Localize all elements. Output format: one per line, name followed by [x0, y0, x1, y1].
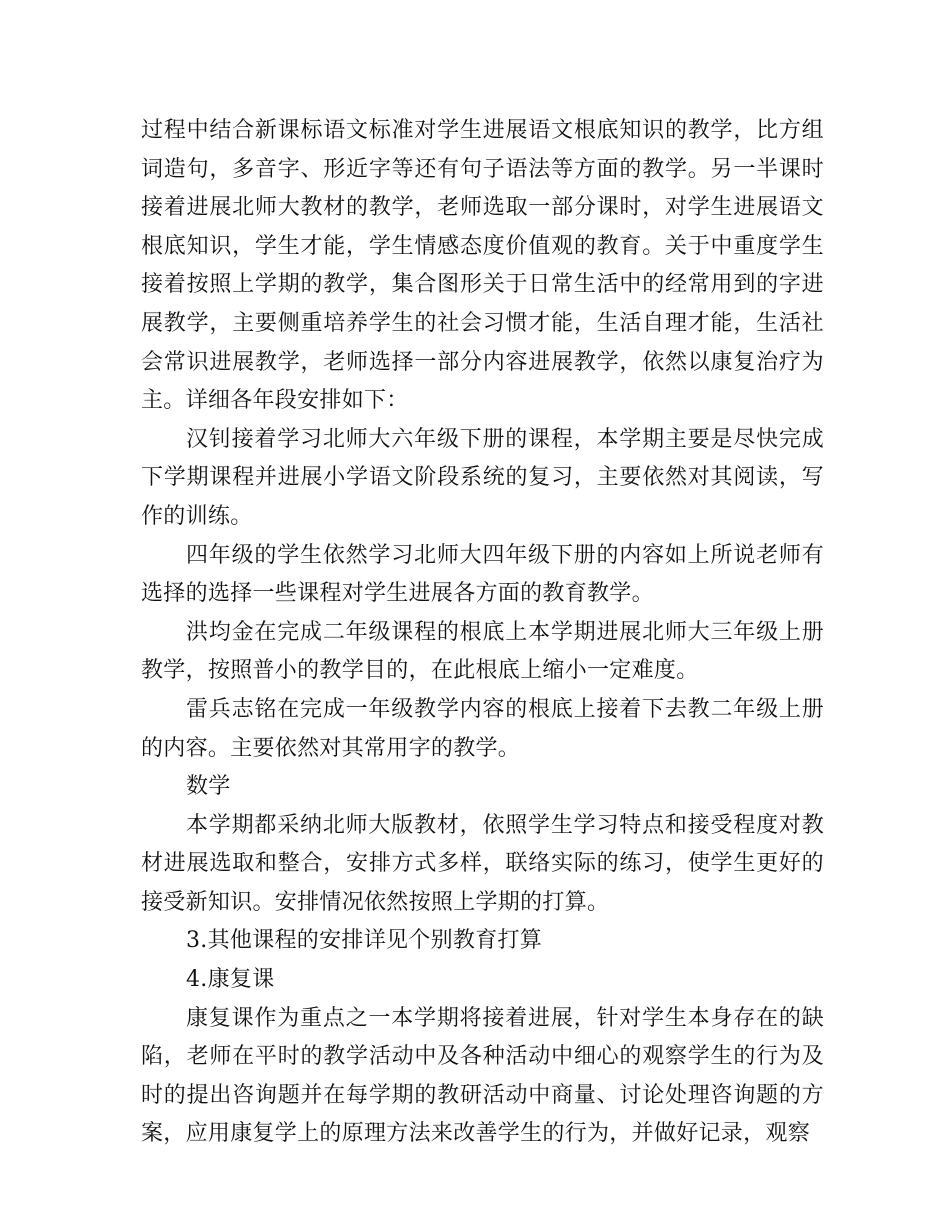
paragraph-hongjunjin-plan: 洪均金在完成二年级课程的根底上本学期进展北师大三年级上册教学，按照普小的教学目的，在此根底上缩小一定难度。: [141, 619, 824, 684]
paragraph-chinese-intro: 过程中结合新课标语文标准对学生进展语文根底知识的教学，比方组词造句，多音字、形近字等还有句子语法等方面的教学。另一半课时接着进展北师大教材的教学，老师选取一部分课时，对学生进展语文根底知识，学生才能，学生情感态度价值观的教育。关于中重度学生接着按照上学期的教学，集合图形关于日常生活中的经常用到的字进展教学，主要侧重培养学生的社会习惯才能，生活自理才能，生活社会常识进展教学，老师选择一部分内容进展教学，依然以康复治疗为主。详细各年段安排如下：: [141, 118, 824, 414]
paragraph-rehab-plan: 康复课作为重点之一本学期将接着进展，针对学生本身存在的缺陷，老师在平时的教学活动中及各种活动中细心的观察学生的行为及时的提出咨询题并在每学期的教研活动中商量、讨论处理咨询题的方案，应用康复学上的原理方法来改善学生的行为，并做好记录，观察: [141, 1005, 824, 1147]
paragraph-hanzhao-plan: 汉钊接着学习北师大六年级下册的课程，本学期主要是尽快完成下学期课程并进展小学语文阶段系统的复习，主要依然对其阅读，写作的训练。: [141, 426, 824, 529]
section-heading-other-courses: 3.其他课程的安排详见个别教育打算: [186, 928, 543, 954]
paragraph-grade-four-plan: 四年级的学生依然学习北师大四年级下册的内容如上所说老师有选择的选择一些课程对学生进展各方面的教育教学。: [141, 542, 824, 607]
paragraph-leibing-plan: 雷兵志铭在完成一年级教学内容的根底上接着下去教二年级上册的内容。主要依然对其常用字的教学。: [141, 696, 824, 761]
section-heading-math: 数学: [186, 774, 231, 800]
section-heading-rehab: 4.康复课: [186, 967, 275, 993]
paragraph-math-plan: 本学期都采纳北师大版教材，依照学生学习特点和接受程度对教材进展选取和整合，安排方式多样，联络实际的练习，使学生更好的接受新知识。安排情况依然按照上学期的打算。: [141, 812, 824, 915]
